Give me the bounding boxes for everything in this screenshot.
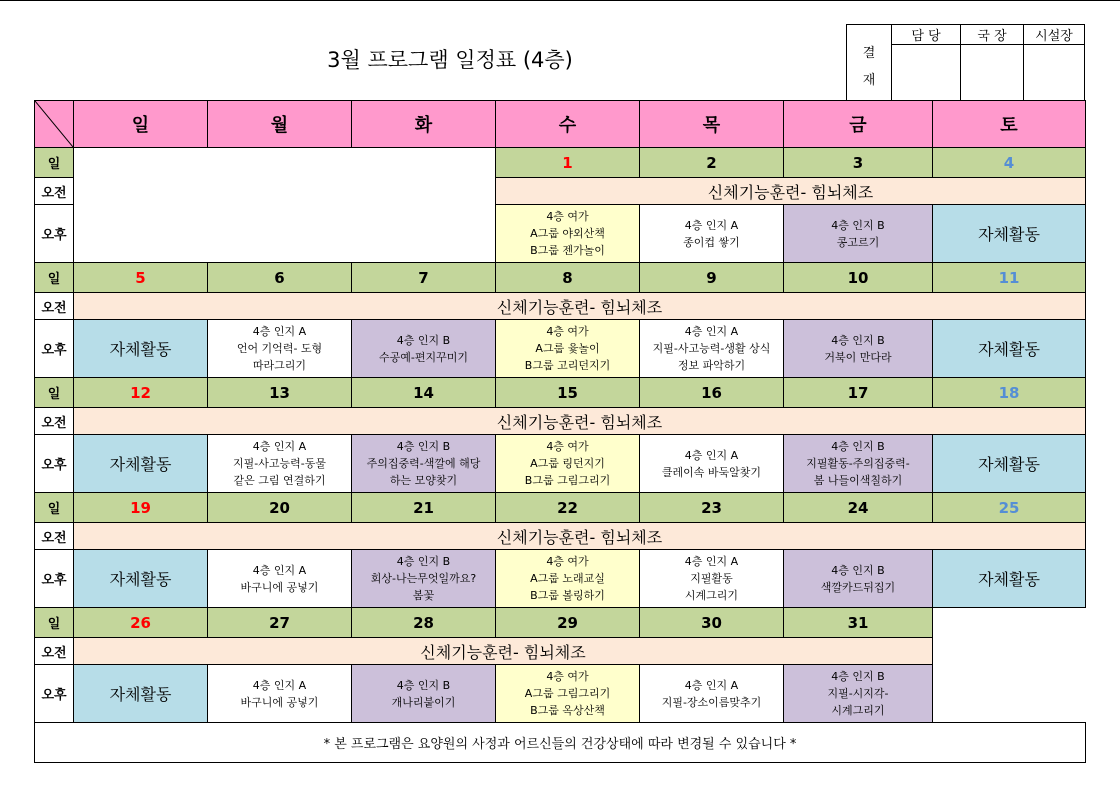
program-line: 시계그리기 <box>831 704 885 717</box>
date-row-label: 일 <box>35 378 74 408</box>
approval-role: 시설장 <box>1024 25 1085 45</box>
program-line: 따라그리기 <box>252 359 307 372</box>
date-row <box>35 608 1086 638</box>
date-cell: 21 <box>352 493 496 523</box>
date-cell: 23 <box>640 493 784 523</box>
corner-cell <box>35 101 74 148</box>
program-line: 지필-장소이름맞추기 <box>661 695 762 709</box>
date-cell: 24 <box>784 493 933 523</box>
weekday-header: 화 <box>352 101 496 148</box>
program-line: 4층 인지 B <box>831 218 885 232</box>
date-cell: 2 <box>640 148 784 178</box>
program-line: 회상-나는무엇일까요? <box>370 572 477 585</box>
am-row-label: 오전 <box>35 523 74 550</box>
am-program-band: 신체기능훈련- 힘뇌체조 <box>74 293 1086 320</box>
program-line: 4층 인지 B <box>396 333 451 347</box>
program-line: 4층 인지 B <box>396 440 451 453</box>
program-line: 4층 인지 B <box>396 555 451 568</box>
date-row-label: 일 <box>35 148 74 178</box>
am-program-band: 신체기능훈련- 힘뇌체조 <box>74 523 1086 550</box>
program-cell <box>784 550 933 608</box>
program-line: A그룹 그림그리기 <box>524 687 611 700</box>
program-cell <box>640 665 784 723</box>
weekday-header: 토 <box>933 101 1086 148</box>
program-cell <box>352 665 496 723</box>
pm-row-label: 오후 <box>35 665 74 723</box>
pm-row-label: 오후 <box>35 435 74 493</box>
program-line: 색깔카드뒤집기 <box>820 580 896 594</box>
program-line: 4층 여가 <box>546 440 589 453</box>
program-line: 4층 인지 A <box>252 678 307 692</box>
program-line: 4층 여가 <box>546 325 589 338</box>
top-border-line <box>0 0 1120 1</box>
date-cell: 29 <box>496 608 640 638</box>
program-line: 지필-시지각- <box>827 687 889 700</box>
approval-box <box>846 24 1085 105</box>
date-cell: 12 <box>74 378 208 408</box>
program-cell <box>352 550 496 608</box>
program-cell <box>208 665 352 723</box>
program-line: 주의집중력-색깔에 해당 <box>366 457 481 470</box>
pm-row-label: 오후 <box>35 205 74 263</box>
program-line: 4층 인지 B <box>396 678 451 692</box>
program-line: 지필-사고능력-동물 <box>233 457 326 470</box>
program-line: 콩고르기 <box>836 235 880 249</box>
date-cell: 28 <box>352 608 496 638</box>
program-line: 4층 인지 A <box>684 218 739 232</box>
date-row-label: 일 <box>35 608 74 638</box>
program-cell <box>496 550 640 608</box>
program-cell <box>208 320 352 378</box>
program-line: 종이컵 쌓기 <box>683 235 740 249</box>
blank-cell <box>74 148 496 263</box>
weekday-header: 수 <box>496 101 640 148</box>
program-line: 4층 인지 A <box>684 325 739 338</box>
date-cell: 14 <box>352 378 496 408</box>
blank-cell <box>933 608 1086 723</box>
program-line: 시계그리기 <box>684 589 739 602</box>
program-cell <box>784 320 933 378</box>
program-line: 4층 인지 B <box>831 563 885 577</box>
date-row-label: 일 <box>35 263 74 293</box>
date-cell: 9 <box>640 263 784 293</box>
date-cell: 10 <box>784 263 933 293</box>
footer-note: * 본 프로그램은 요양원의 사정과 어르신들의 건강상태에 따라 변경될 수 있습니다 * <box>35 723 1086 763</box>
date-cell: 13 <box>208 378 352 408</box>
program-line: 4층 인지 A <box>252 440 307 453</box>
program-line: A그룹 야외산책 <box>530 227 605 240</box>
pm-row <box>35 550 1086 608</box>
am-program-band: 신체기능훈련- 힘뇌체조 <box>496 178 1086 205</box>
program-cell <box>352 435 496 493</box>
date-cell: 7 <box>352 263 496 293</box>
date-row <box>35 493 1086 523</box>
date-row-label: 일 <box>35 493 74 523</box>
program-line: 4층 인지 B <box>831 670 885 683</box>
date-cell: 30 <box>640 608 784 638</box>
program-cell <box>352 320 496 378</box>
program-line: B그룹 젠가놀이 <box>530 244 605 257</box>
am-row-label: 오전 <box>35 408 74 435</box>
pm-row <box>35 665 1086 723</box>
self-activity-cell: 자체활동 <box>74 550 208 608</box>
program-cell <box>496 205 640 263</box>
program-line: 바구니에 공넣기 <box>240 580 319 594</box>
program-line: 4층 여가 <box>546 670 589 683</box>
am-row-label: 오전 <box>35 178 74 205</box>
program-line: B그룹 고리던지기 <box>524 359 611 372</box>
program-line: 지필활동-주의집중력- <box>806 457 910 470</box>
schedule-table <box>34 100 1086 763</box>
program-line: 언어 기억력- 도형 <box>236 342 323 355</box>
program-cell <box>640 435 784 493</box>
program-cell <box>784 205 933 263</box>
date-cell: 19 <box>74 493 208 523</box>
pm-row-label: 오후 <box>35 550 74 608</box>
approval-label-char: 결 <box>862 45 876 61</box>
am-program-band: 신체기능훈련- 힘뇌체조 <box>74 408 1086 435</box>
self-activity-cell: 자체활동 <box>74 435 208 493</box>
self-activity-cell: 자체활동 <box>74 665 208 723</box>
program-line: 같은 그림 연결하기 <box>233 474 326 487</box>
pm-row <box>35 320 1086 378</box>
self-activity-cell: 자체활동 <box>933 205 1086 263</box>
approval-label <box>847 25 892 105</box>
approval-sign-box <box>892 45 961 105</box>
program-line: 봄 나들이색칠하기 <box>813 474 903 487</box>
date-cell: 22 <box>496 493 640 523</box>
page-title: 3월 프로그램 일정표 (4층) <box>327 48 573 72</box>
program-cell <box>496 320 640 378</box>
program-line: 4층 여가 <box>546 210 589 223</box>
date-cell: 17 <box>784 378 933 408</box>
date-cell: 1 <box>496 148 640 178</box>
weekday-header: 금 <box>784 101 933 148</box>
pm-row <box>35 435 1086 493</box>
program-line: 바구니에 공넣기 <box>240 695 319 709</box>
date-cell: 26 <box>74 608 208 638</box>
approval-label-char: 재 <box>862 72 876 88</box>
program-line: 4층 인지 A <box>252 563 307 577</box>
program-line: 봄꽃 <box>412 589 435 602</box>
program-cell <box>496 665 640 723</box>
am-program-band: 신체기능훈련- 힘뇌체조 <box>74 638 933 665</box>
program-line: 4층 여가 <box>546 555 589 568</box>
am-row <box>35 408 1086 435</box>
program-line: 4층 인지 A <box>684 555 739 568</box>
program-line: 4층 인지 B <box>831 333 885 347</box>
date-row <box>35 148 1086 178</box>
date-row <box>35 378 1086 408</box>
footer-row <box>35 723 1086 763</box>
program-line: 수공예-편지꾸미기 <box>379 350 468 364</box>
program-cell <box>640 205 784 263</box>
program-line: 지필활동 <box>690 572 733 585</box>
program-line: A그룹 윷놀이 <box>535 342 600 355</box>
pm-row-label: 오후 <box>35 320 74 378</box>
date-cell: 27 <box>208 608 352 638</box>
program-line: 하는 모양찾기 <box>389 474 458 487</box>
program-line: B그룹 그림그리기 <box>524 474 611 487</box>
self-activity-cell: 자체활동 <box>74 320 208 378</box>
program-line: 4층 인지 A <box>684 678 739 692</box>
date-cell: 15 <box>496 378 640 408</box>
am-row <box>35 638 1086 665</box>
approval-role: 국 장 <box>961 25 1024 45</box>
program-line: 지필-사고능력-생활 상식 <box>652 342 771 355</box>
program-cell <box>640 550 784 608</box>
weekday-header: 목 <box>640 101 784 148</box>
date-cell: 4 <box>933 148 1086 178</box>
date-cell: 25 <box>933 493 1086 523</box>
program-line: 4층 인지 A <box>684 448 739 462</box>
weekday-header: 일 <box>74 101 208 148</box>
program-line: B그룹 볼링하기 <box>530 589 605 602</box>
program-cell <box>784 435 933 493</box>
self-activity-cell: 자체활동 <box>933 550 1086 608</box>
program-line: 클레이속 바둑알찾기 <box>661 465 762 479</box>
program-line: A그룹 노래교실 <box>530 572 605 585</box>
weekday-header: 월 <box>208 101 352 148</box>
program-cell <box>640 320 784 378</box>
approval-sign-box <box>961 45 1024 105</box>
self-activity-cell: 자체활동 <box>933 320 1086 378</box>
date-cell: 11 <box>933 263 1086 293</box>
date-cell: 20 <box>208 493 352 523</box>
am-row-label: 오전 <box>35 638 74 665</box>
date-cell: 18 <box>933 378 1086 408</box>
program-cell <box>496 435 640 493</box>
program-cell <box>208 550 352 608</box>
program-cell <box>784 665 933 723</box>
program-line: 정보 파악하기 <box>677 359 746 372</box>
approval-sign-box <box>1024 45 1085 105</box>
date-row <box>35 263 1086 293</box>
program-line: 개나리붙이기 <box>391 695 456 709</box>
program-line: 4층 인지 A <box>252 325 307 338</box>
weekday-header-row <box>35 101 1086 148</box>
program-cell <box>208 435 352 493</box>
date-cell: 31 <box>784 608 933 638</box>
date-cell: 3 <box>784 148 933 178</box>
program-line: 4층 인지 B <box>831 440 885 453</box>
am-row <box>35 293 1086 320</box>
self-activity-cell: 자체활동 <box>933 435 1086 493</box>
date-cell: 16 <box>640 378 784 408</box>
approval-role: 담 당 <box>892 25 961 45</box>
program-line: B그룹 옥상산책 <box>530 704 605 717</box>
date-cell: 6 <box>208 263 352 293</box>
date-cell: 5 <box>74 263 208 293</box>
am-row <box>35 523 1086 550</box>
program-line: A그룹 링던지기 <box>530 457 605 470</box>
program-line: 거북이 만다라 <box>824 350 892 364</box>
am-row-label: 오전 <box>35 293 74 320</box>
date-cell: 8 <box>496 263 640 293</box>
